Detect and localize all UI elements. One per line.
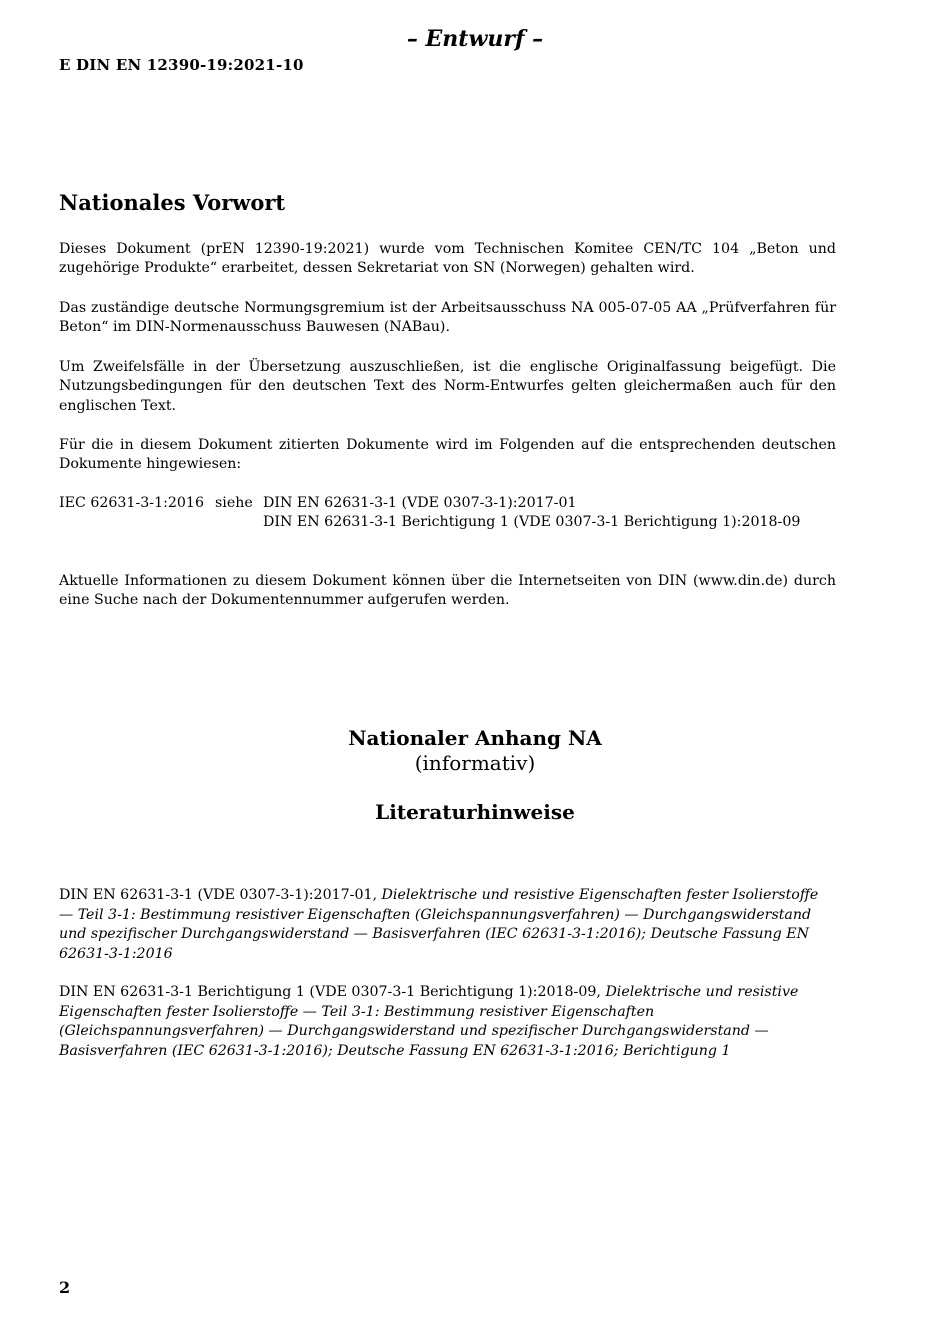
reference-relation: siehe [215,495,253,511]
foreword-paragraph-2: Das zuständige deutsche Normungsgremium ist der Arbeitsausschuss NA 005-07-05 AA „Prüfverfahren für Beton“ im DIN-Normenausschuss Bauwesen (NABau). [59,300,836,336]
reference-row-2 [59,513,800,532]
foreword-paragraph-3: Um Zweifelsfälle in der Übersetzung auszuschließen, ist die englische Originalfassung beigefügt. Die Nutzungsbedingungen für den deutschen Text des Norm-Entwurfes gelten gleichermaßen auch für den englischen Text. [59,359,836,414]
bibliography-reference: DIN EN 62631-3-1 Berichtigung 1 (VDE 0307-3-1 Berichtigung 1):2018-09, [59,984,601,1000]
reference-target-2: DIN EN 62631-3-1 Berichtigung 1 (VDE 0307-3-1 Berichtigung 1):2018-09 [263,514,801,530]
foreword-closing-paragraph: Aktuelle Informationen zu diesem Dokument können über die Internetseiten von DIN (www.din.de) durch eine Suche nach der Dokumentennummer aufgerufen werden. [59,573,836,609]
reference-source: IEC 62631-3-1:2016 [59,495,204,511]
document-id: E DIN EN 12390-19:2021-10 [59,56,304,74]
draft-label: – Entwurf – [406,26,544,52]
bibliography-heading: Literaturhinweise [375,800,575,824]
foreword-heading: Nationales Vorwort [59,190,286,215]
page-number: 2 [59,1278,71,1297]
bibliography-description: Dielektrische und resistive Eigenschaften fester Isolierstoffe — Teil 3-1: Bestimmung resistiver Eigenschaften (Gleichspannungsverfahren) — Durchgangswiderstand und spezifischer Durchgangswiderstand — Basisverfahren (IEC 62631-3-1:2016); Deutsche Fassung EN 62631-3-1:2016; Berichtigung 1 [59,984,799,1059]
reference-row-1 [59,494,577,513]
foreword-paragraph-1: Dieses Dokument (prEN 12390-19:2021) wurde vom Technischen Komitee CEN/TC 104 „Beton und zugehörige Produkte“ erarbeitet, dessen Sekretariat von SN (Norwegen) gehalten wird. [59,241,836,277]
bibliography-entry-1 [59,886,836,964]
foreword-paragraph-4: Für die in diesem Dokument zitierten Dokumente wird im Folgenden auf die entsprechenden deutschen Dokumente hingewiesen: [59,437,836,473]
annex-subtitle: (informativ) [414,751,536,775]
reference-target-1: DIN EN 62631-3-1 (VDE 0307-3-1):2017-01 [263,495,577,511]
bibliography-description: Dielektrische und resistive Eigenschaften fester Isolierstoffe — Teil 3-1: Bestimmung resistiver Eigenschaften (Gleichspannungsverfahren) — Durchgangswiderstand und spezifischer Durchgangswiderstand — Basisverfahren (IEC 62631-3-1:2016); Deutsche Fassung EN 62631-3-1:2016 [59,887,819,962]
bibliography-entry-2 [59,983,836,1061]
bibliography-reference: DIN EN 62631-3-1 (VDE 0307-3-1):2017-01, [59,887,378,903]
annex-title: Nationaler Anhang NA [348,726,602,750]
